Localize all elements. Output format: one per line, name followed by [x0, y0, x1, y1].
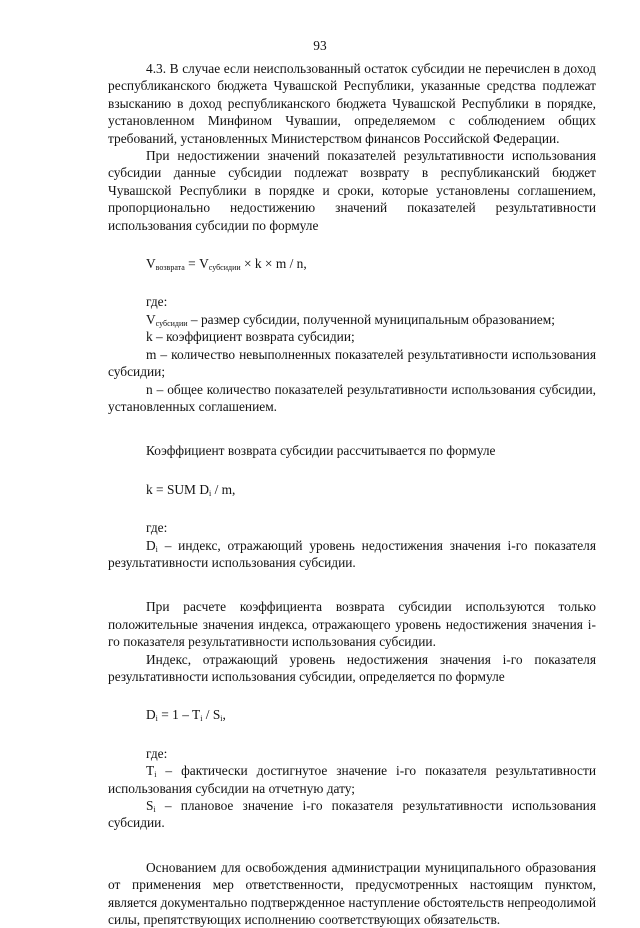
def-k: k – коэффициент возврата субсидии;	[146, 329, 355, 345]
paragraph-coefficient: Коэффициент возврата субсидии рассчитывается по формуле	[146, 443, 496, 459]
page-number: 93	[313, 38, 327, 53]
document-body	[108, 60, 596, 928]
paragraph-4-3: 4.3. В случае если неиспользованный остаток субсидии не перечислен в доход республиканского бюджета Чувашской Республики, указанные средства подлежат взысканию в доход республиканского бюджета Чувашской Республики в порядке, установленном Минфином Чувашии, определяемом с соблюдением общих требований, установленных Министерством финансов Российской Федерации.	[108, 61, 596, 146]
formula-k: k = SUM $D_i$ / m,	[146, 481, 236, 498]
paragraph-force-majeure: Основанием для освобождения администрации муниципального образования от применения мер ответственности, предусмотренных настоящим пунктом, является документально подтвержденное наступление обстоятельств непреодолимой силы, препятствующих исполнению соответствующих обязательств.	[108, 859, 596, 928]
paragraph-index-formula: Индекс, отражающий уровень недостижения значения i-го показателя результативности использования субсидии, определяется по формуле	[108, 651, 596, 684]
formula-v-return: $V_{возврата} = V_{субсидии} \times k \times m / n$,	[146, 256, 307, 273]
def-m: m – количество невыполненных показателей результативности использования субсидии;	[108, 346, 596, 380]
formula-d: $D_i = 1 - T_i / S_i$,	[146, 707, 226, 724]
def-v-subsidy: $V_{субсидии}$ – размер субсидии, полученной муниципальным образованием;	[146, 311, 555, 328]
def-s: $S_i$ – плановое значение i-го показателя результативности использования субсидии.	[108, 798, 596, 831]
paragraph-return-rule: При недостижении значений показателей результативности использования субсидии данные субсидии подлежат возврату в республиканский бюджет Чувашской Республики в порядке и сроки, которые установлены соглашением, пропорционально недостижению значений показателей результативности использования субсидии по формуле	[108, 148, 596, 233]
def-n: n – общее количество показателей результативности использования субсидии, установленных соглашением.	[108, 381, 596, 414]
where-label: где:	[146, 294, 168, 310]
paragraph-positive-values: При расчете коэффициента возврата субсидии используются только положительные значения индекса, отражающего уровень недостижения значения i-го показателя результативности использования субсидии.	[108, 599, 596, 650]
def-d-index: $D_i$ – индекс, отражающий уровень недостижения значения i-го показателя результативности использования субсидии.	[108, 537, 596, 570]
def-t: $T_i$ – фактически достигнутое значение i-го показателя результативности использования субсидии на отчетную дату;	[108, 763, 596, 796]
where-label: где:	[146, 745, 168, 761]
where-label: где:	[146, 520, 168, 536]
